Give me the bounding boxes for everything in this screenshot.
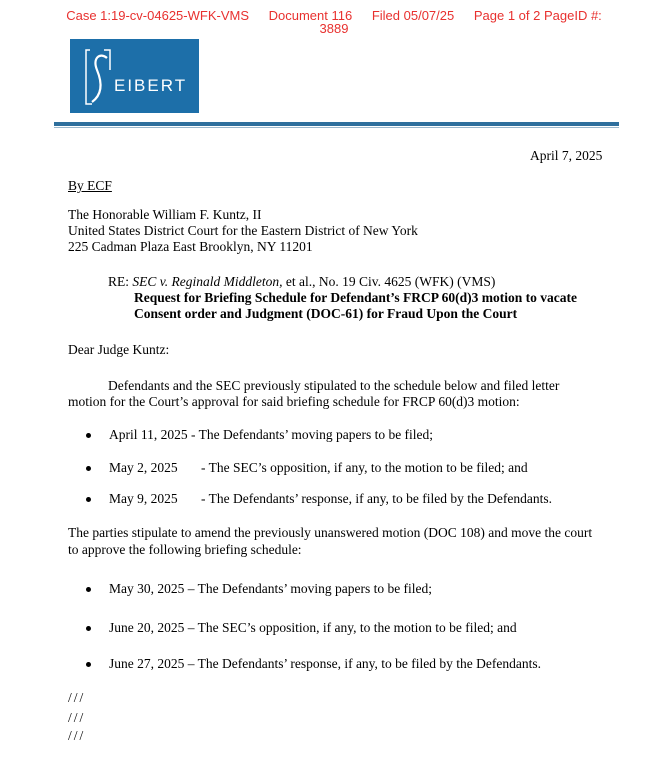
page-info: Page 1 of 2 PageID #: <box>473 8 602 23</box>
re-label: RE: <box>108 274 130 289</box>
list-item <box>109 491 552 507</box>
subject-line: Request for Briefing Schedule for Defendant’s FRCP 60(d)3 motion to vacate <box>134 290 577 305</box>
document-number: Document 116 <box>268 8 353 23</box>
addressee-line: United States District Court for the Eastern District of New York <box>68 223 418 238</box>
header-rule-thin <box>54 127 619 128</box>
bullet-icon <box>86 587 91 592</box>
logo-wordmark: EIBERT <box>114 76 188 95</box>
paragraph-line: to approve the following briefing schedule: <box>68 542 302 557</box>
addressee-line: 225 Cadman Plaza East Brooklyn, NY 11201 <box>68 239 313 254</box>
continuation-mark: /// <box>68 710 86 725</box>
list-item: May 30, 2025 – The Defendants’ moving papers to be filed; <box>109 581 433 596</box>
case-number: Case 1:19-cv-04625-WFK-VMS <box>66 8 249 23</box>
bullet-icon <box>86 497 91 502</box>
case-name: SEC v. Reginald Middleton, <box>132 274 283 289</box>
schedule-date: May 2, 2025 <box>109 460 178 475</box>
bullet-icon <box>86 626 91 631</box>
court-filing-stamp <box>0 9 668 35</box>
paragraph-line: Defendants and the SEC previously stipulated to the schedule below and filed letter <box>108 378 560 393</box>
continuation-mark: /// <box>68 690 86 705</box>
schedule-text: - The SEC’s opposition, if any, to the motion to be filed; and <box>201 460 528 475</box>
salutation: Dear Judge Kuntz: <box>68 342 170 357</box>
header-rule <box>54 122 619 126</box>
seibert-logo <box>70 39 199 113</box>
filed-date: Filed 05/07/25 <box>371 8 455 23</box>
letter-date: April 7, 2025 <box>530 148 603 163</box>
s-monogram-icon <box>80 46 114 108</box>
paragraph-line: The parties stipulate to amend the previously unanswered motion (DOC 108) and move the court <box>68 525 593 540</box>
delivery-method: By ECF <box>68 178 112 193</box>
continuation-mark: /// <box>68 728 86 743</box>
bullet-icon <box>86 662 91 667</box>
schedule-text: - The Defendants’ response, if any, to be filed by the Defendants. <box>201 491 553 506</box>
paragraph-line: motion for the Court’s approval for said briefing schedule for FRCP 60(d)3 motion: <box>68 394 520 409</box>
list-item <box>109 460 528 476</box>
addressee-line: The Honorable William F. Kuntz, II <box>68 207 262 222</box>
bullet-icon <box>86 466 91 471</box>
schedule-text: - The Defendants’ moving papers to be filed; <box>191 427 434 442</box>
schedule-date: April 11, 2025 <box>109 427 188 442</box>
list-item <box>109 427 433 443</box>
list-item: June 27, 2025 – The Defendants’ response, if any, to be filed by the Defendants. <box>109 656 542 671</box>
case-details: et al., No. 19 Civ. 4625 (WFK) (VMS) <box>282 274 496 289</box>
list-item: June 20, 2025 – The SEC’s opposition, if any, to the motion to be filed; and <box>109 620 517 635</box>
bullet-icon <box>86 433 91 438</box>
subject-line: Consent order and Judgment (DOC-61) for Fraud Upon the Court <box>134 306 518 321</box>
schedule-date: May 9, 2025 <box>109 491 178 506</box>
re-line <box>108 274 495 290</box>
page-id: 3889 <box>319 21 349 36</box>
